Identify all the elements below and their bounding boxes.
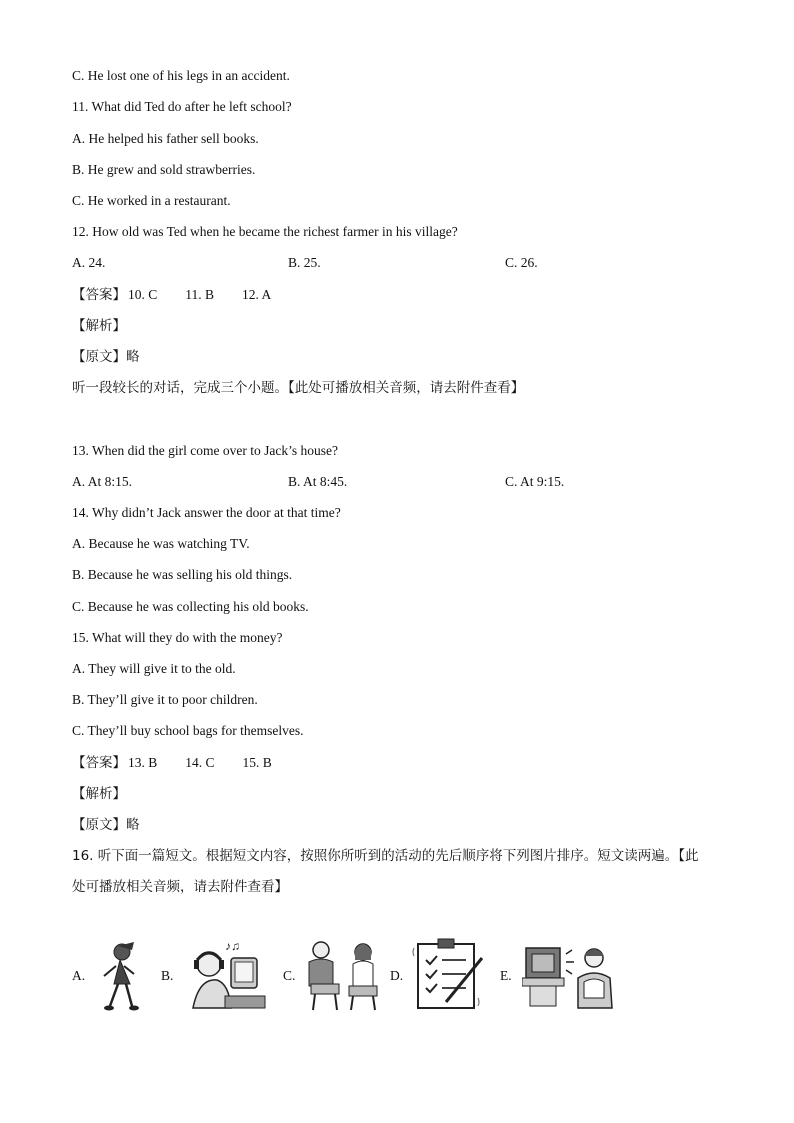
answer-12: 12. A <box>242 287 272 302</box>
analysis-heading-1: 【解析】 <box>72 318 126 334</box>
picture-option-a <box>72 938 152 1018</box>
answer-line-1 <box>72 286 299 304</box>
q14-option-c: C. Because he was collecting his old books. <box>72 599 309 614</box>
question-14: 14. Why didn’t Jack answer the door at that time? <box>72 505 341 520</box>
question-11: 11. What did Ted do after he left school? <box>72 99 292 114</box>
answer-15: 15. B <box>242 755 272 770</box>
picture-label: B. <box>161 968 174 983</box>
picture-option-b <box>161 938 271 1018</box>
picture-option-d <box>390 938 500 1018</box>
analysis-heading-2: 【解析】 <box>72 786 126 802</box>
answer-13: 13. B <box>128 755 158 770</box>
original-text-2: 【原文】略 <box>72 817 140 833</box>
question-12: 12. How old was Ted when he became the richest farmer in his village? <box>72 224 458 239</box>
answer-line-2 <box>72 754 300 772</box>
picture-label: E. <box>500 968 512 983</box>
q12-option-c: C. 26. <box>505 255 538 270</box>
answer-tag: 【答案】 <box>72 755 126 771</box>
q12-option-a: A. 24. <box>72 255 106 270</box>
question-16-line-2: 处可播放相关音频，请去附件查看】 <box>72 879 288 895</box>
two-people-sitting-talking-icon <box>299 938 389 1014</box>
original-text-1: 【原文】略 <box>72 349 140 365</box>
picture-label: D. <box>390 968 404 983</box>
q14-option-a: A. Because he was watching TV. <box>72 536 250 551</box>
q11-option-b: B. He grew and sold strawberries. <box>72 162 256 177</box>
q15-option-c: C. They’ll buy school bags for themselves. <box>72 723 304 738</box>
question-16-line-1: 16. 听下面一篇短文。根据短文内容，按照你所听到的活动的先后顺序将下列图片排序。短文读两遍。【此 <box>72 848 699 864</box>
person-listening-music-computer-icon <box>185 938 267 1012</box>
question-13: 13. When did the girl come over to Jack’s house? <box>72 443 338 458</box>
picture-options <box>72 938 632 1018</box>
q11-option-a: A. He helped his father sell books. <box>72 131 259 146</box>
svg-text:♪♫: ♪♫ <box>225 939 240 953</box>
picture-option-c <box>283 938 393 1018</box>
q12-option-b: B. 25. <box>288 255 321 270</box>
picture-label: A. <box>72 968 86 983</box>
answer-tag: 【答案】 <box>72 287 126 303</box>
answer-10: 10. C <box>128 287 158 302</box>
q13-option-a: A. At 8:15. <box>72 474 133 489</box>
girl-walking-icon <box>90 938 146 1014</box>
clipboard-checklist-icon <box>412 938 488 1012</box>
question-15: 15. What will they do with the money? <box>72 630 283 645</box>
answer-14: 14. C <box>185 755 215 770</box>
q15-option-b: B. They’ll give it to poor children. <box>72 692 258 707</box>
girl-watching-tv-icon <box>522 938 618 1012</box>
answer-11: 11. B <box>185 287 215 302</box>
q11-option-c: C. He worked in a restaurant. <box>72 193 231 208</box>
q13-option-b: B. At 8:45. <box>288 474 348 489</box>
q10-option-c: C. He lost one of his legs in an accident. <box>72 68 290 83</box>
q14-option-b: B. Because he was selling his old things. <box>72 567 293 582</box>
picture-option-e <box>500 938 620 1018</box>
picture-label: C. <box>283 968 296 983</box>
q15-option-a: A. They will give it to the old. <box>72 661 236 676</box>
q13-option-c: C. At 9:15. <box>505 474 565 489</box>
instruction-dialogue: 听一段较长的对话，完成三个小题。【此处可播放相关音频，请去附件查看】 <box>72 380 525 396</box>
